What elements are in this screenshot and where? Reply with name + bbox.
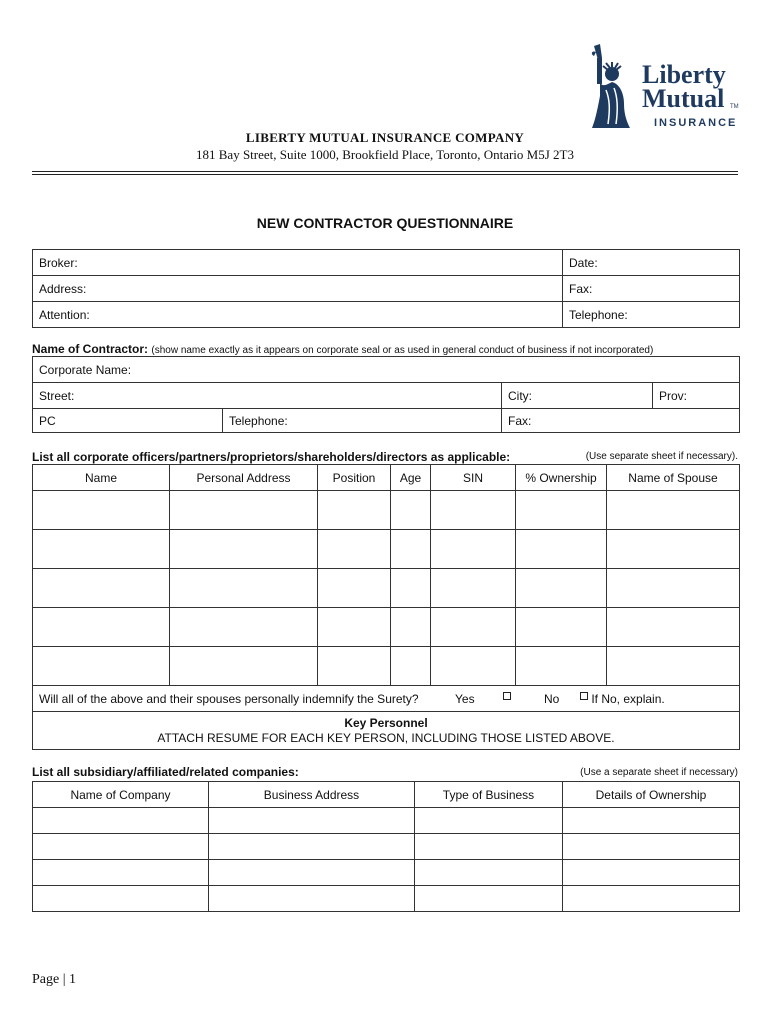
subsidiary-address-cell[interactable] bbox=[209, 808, 415, 834]
table-row bbox=[33, 860, 740, 886]
officer-address-cell[interactable] bbox=[170, 530, 318, 569]
officer-ownership-cell[interactable] bbox=[516, 530, 607, 569]
subsidiary-type-cell[interactable] bbox=[415, 886, 563, 912]
yes-checkbox[interactable] bbox=[503, 692, 511, 700]
logo-trademark: TM bbox=[730, 104, 739, 110]
contractor-table bbox=[32, 356, 740, 433]
contractor-telephone-field[interactable] bbox=[223, 409, 502, 433]
officer-ownership-cell[interactable] bbox=[516, 647, 607, 686]
attach-resume-note: ATTACH RESUME FOR EACH KEY PERSON, INCLUDING THOSE LISTED ABOVE. bbox=[157, 730, 615, 745]
table-row bbox=[33, 808, 740, 834]
officer-position-cell[interactable] bbox=[318, 530, 391, 569]
contractor-heading bbox=[32, 342, 653, 356]
officer-age-cell[interactable] bbox=[391, 491, 431, 530]
subsidiaries-heading bbox=[32, 765, 299, 779]
contractor-note: (show name exactly as it appears on corporate seal or as used in general conduct of business if not incorporated) bbox=[151, 345, 654, 356]
subsidiary-name-cell[interactable] bbox=[33, 808, 209, 834]
subsidiaries-col-ownership: Details of Ownership bbox=[563, 782, 740, 808]
if-no-explain-label: If No, explain. bbox=[591, 691, 665, 706]
officers-table bbox=[32, 464, 740, 750]
subsidiary-ownership-cell[interactable] bbox=[563, 886, 740, 912]
no-checkbox[interactable] bbox=[580, 692, 588, 700]
key-personnel-cell bbox=[33, 712, 740, 750]
city-field[interactable] bbox=[502, 383, 653, 409]
table-row bbox=[33, 608, 740, 647]
page-number: Page | 1 bbox=[32, 972, 77, 987]
officer-sin-cell[interactable] bbox=[431, 491, 516, 530]
attention-label: Attention: bbox=[39, 307, 90, 322]
officer-spouse-cell[interactable] bbox=[607, 569, 740, 608]
subsidiary-name-cell[interactable] bbox=[33, 886, 209, 912]
officers-heading bbox=[32, 450, 510, 464]
subsidiary-address-cell[interactable] bbox=[209, 834, 415, 860]
officer-name-cell[interactable] bbox=[33, 530, 170, 569]
table-row bbox=[33, 886, 740, 912]
address-field[interactable] bbox=[33, 276, 563, 302]
officer-age-cell[interactable] bbox=[391, 608, 431, 647]
header-rule-secondary bbox=[32, 174, 738, 175]
logo-word-liberty: Liberty bbox=[642, 60, 726, 89]
officers-col-sin: SIN bbox=[431, 465, 516, 491]
corporate-name-label: Corporate Name: bbox=[39, 362, 132, 377]
officer-address-cell[interactable] bbox=[170, 491, 318, 530]
officer-ownership-cell[interactable] bbox=[516, 569, 607, 608]
officer-ownership-cell[interactable] bbox=[516, 491, 607, 530]
subsidiaries-col-type: Type of Business bbox=[415, 782, 563, 808]
subsidiaries-label: List all subsidiary/affiliated/related companies: bbox=[32, 765, 299, 779]
street-field[interactable] bbox=[33, 383, 502, 409]
indemnify-row bbox=[33, 686, 740, 712]
fax-label: Fax: bbox=[569, 281, 593, 296]
indemnify-question: Will all of the above and their spouses personally indemnify the Surety? bbox=[39, 691, 419, 706]
officer-position-cell[interactable] bbox=[318, 569, 391, 608]
company-name: LIBERTY MUTUAL INSURANCE COMPANY bbox=[245, 130, 525, 145]
officer-spouse-cell[interactable] bbox=[607, 530, 740, 569]
corporate-name-field[interactable] bbox=[33, 357, 740, 383]
officers-note: (Use separate sheet if necessary). bbox=[585, 451, 738, 462]
form-title: NEW CONTRACTOR QUESTIONNAIRE bbox=[256, 215, 514, 231]
table-row bbox=[33, 647, 740, 686]
prov-label: Prov: bbox=[659, 388, 688, 403]
broker-table bbox=[32, 249, 740, 328]
subsidiary-ownership-cell[interactable] bbox=[563, 834, 740, 860]
contractor-fax-field[interactable] bbox=[502, 409, 740, 433]
logo-insurance: INSURANCE bbox=[654, 117, 738, 129]
table-row bbox=[33, 530, 740, 569]
address-label: Address: bbox=[39, 281, 87, 296]
officer-spouse-cell[interactable] bbox=[607, 608, 740, 647]
subsidiaries-header-row bbox=[33, 782, 740, 808]
officer-ownership-cell[interactable] bbox=[516, 608, 607, 647]
officer-address-cell[interactable] bbox=[170, 608, 318, 647]
officer-address-cell[interactable] bbox=[170, 647, 318, 686]
subsidiary-ownership-cell[interactable] bbox=[563, 808, 740, 834]
subsidiary-type-cell[interactable] bbox=[415, 808, 563, 834]
officers-col-ownership: % Ownership bbox=[516, 465, 607, 491]
officer-position-cell[interactable] bbox=[318, 647, 391, 686]
officers-col-name: Name bbox=[33, 465, 170, 491]
officers-label: List all corporate officers/partners/proprietors/shareholders/directors as applicable: bbox=[32, 450, 511, 464]
officer-sin-cell[interactable] bbox=[431, 530, 516, 569]
date-label: Date: bbox=[569, 255, 598, 270]
key-personnel-row bbox=[33, 712, 740, 750]
contractor-fax-label: Fax: bbox=[508, 413, 532, 428]
header-rule bbox=[32, 171, 738, 172]
subsidiary-ownership-cell[interactable] bbox=[563, 860, 740, 886]
subsidiary-name-cell[interactable] bbox=[33, 834, 209, 860]
subsidiary-address-cell[interactable] bbox=[209, 886, 415, 912]
key-personnel-heading: Key Personnel bbox=[344, 715, 428, 730]
officers-col-position: Position bbox=[318, 465, 391, 491]
telephone-field[interactable] bbox=[563, 302, 740, 328]
officer-age-cell[interactable] bbox=[391, 647, 431, 686]
officer-spouse-cell[interactable] bbox=[607, 491, 740, 530]
officer-age-cell[interactable] bbox=[391, 569, 431, 608]
pc-label: PC bbox=[39, 413, 56, 428]
yes-label: Yes bbox=[455, 691, 475, 706]
officers-col-age: Age bbox=[391, 465, 431, 491]
pc-field[interactable] bbox=[33, 409, 223, 433]
officer-name-cell[interactable] bbox=[33, 569, 170, 608]
attention-field[interactable] bbox=[33, 302, 563, 328]
contractor-telephone-label: Telephone: bbox=[229, 413, 288, 428]
officer-sin-cell[interactable] bbox=[431, 569, 516, 608]
statue-of-liberty-icon bbox=[584, 44, 640, 128]
officer-sin-cell[interactable] bbox=[431, 608, 516, 647]
company-address: 181 Bay Street, Suite 1000, Brookfield Place, Toronto, Ontario M5J 2T3 bbox=[196, 147, 574, 162]
indemnify-cell bbox=[33, 686, 740, 712]
officer-position-cell[interactable] bbox=[318, 608, 391, 647]
broker-field[interactable] bbox=[33, 250, 563, 276]
officer-name-cell[interactable] bbox=[33, 491, 170, 530]
subsidiary-type-cell[interactable] bbox=[415, 834, 563, 860]
officers-col-spouse: Name of Spouse bbox=[607, 465, 740, 491]
subsidiary-address-cell[interactable] bbox=[209, 860, 415, 886]
table-row bbox=[33, 491, 740, 530]
telephone-label: Telephone: bbox=[569, 307, 628, 322]
date-field[interactable] bbox=[563, 250, 740, 276]
subsidiary-name-cell[interactable] bbox=[33, 860, 209, 886]
no-label: No bbox=[543, 691, 560, 706]
officer-sin-cell[interactable] bbox=[431, 647, 516, 686]
officer-position-cell[interactable] bbox=[318, 491, 391, 530]
broker-label: Broker: bbox=[39, 255, 78, 270]
officer-age-cell[interactable] bbox=[391, 530, 431, 569]
officers-header-row bbox=[33, 465, 740, 491]
officer-name-cell[interactable] bbox=[33, 608, 170, 647]
liberty-mutual-logo bbox=[584, 44, 744, 134]
officer-address-cell[interactable] bbox=[170, 569, 318, 608]
subsidiary-type-cell[interactable] bbox=[415, 860, 563, 886]
fax-field[interactable] bbox=[563, 276, 740, 302]
subsidiaries-note: (Use a separate sheet if necessary) bbox=[580, 767, 738, 778]
subsidiaries-col-address: Business Address bbox=[209, 782, 415, 808]
officer-name-cell[interactable] bbox=[33, 647, 170, 686]
city-label: City: bbox=[508, 388, 532, 403]
table-row bbox=[33, 834, 740, 860]
officers-col-personal-address: Personal Address bbox=[170, 465, 318, 491]
prov-field[interactable] bbox=[653, 383, 740, 409]
contractor-label: Name of Contractor: bbox=[32, 342, 149, 356]
subsidiaries-col-name: Name of Company bbox=[33, 782, 209, 808]
street-label: Street: bbox=[39, 388, 75, 403]
officer-spouse-cell[interactable] bbox=[607, 647, 740, 686]
table-row bbox=[33, 569, 740, 608]
logo-word-mutual: Mutual bbox=[642, 84, 725, 113]
subsidiaries-table bbox=[32, 781, 740, 912]
